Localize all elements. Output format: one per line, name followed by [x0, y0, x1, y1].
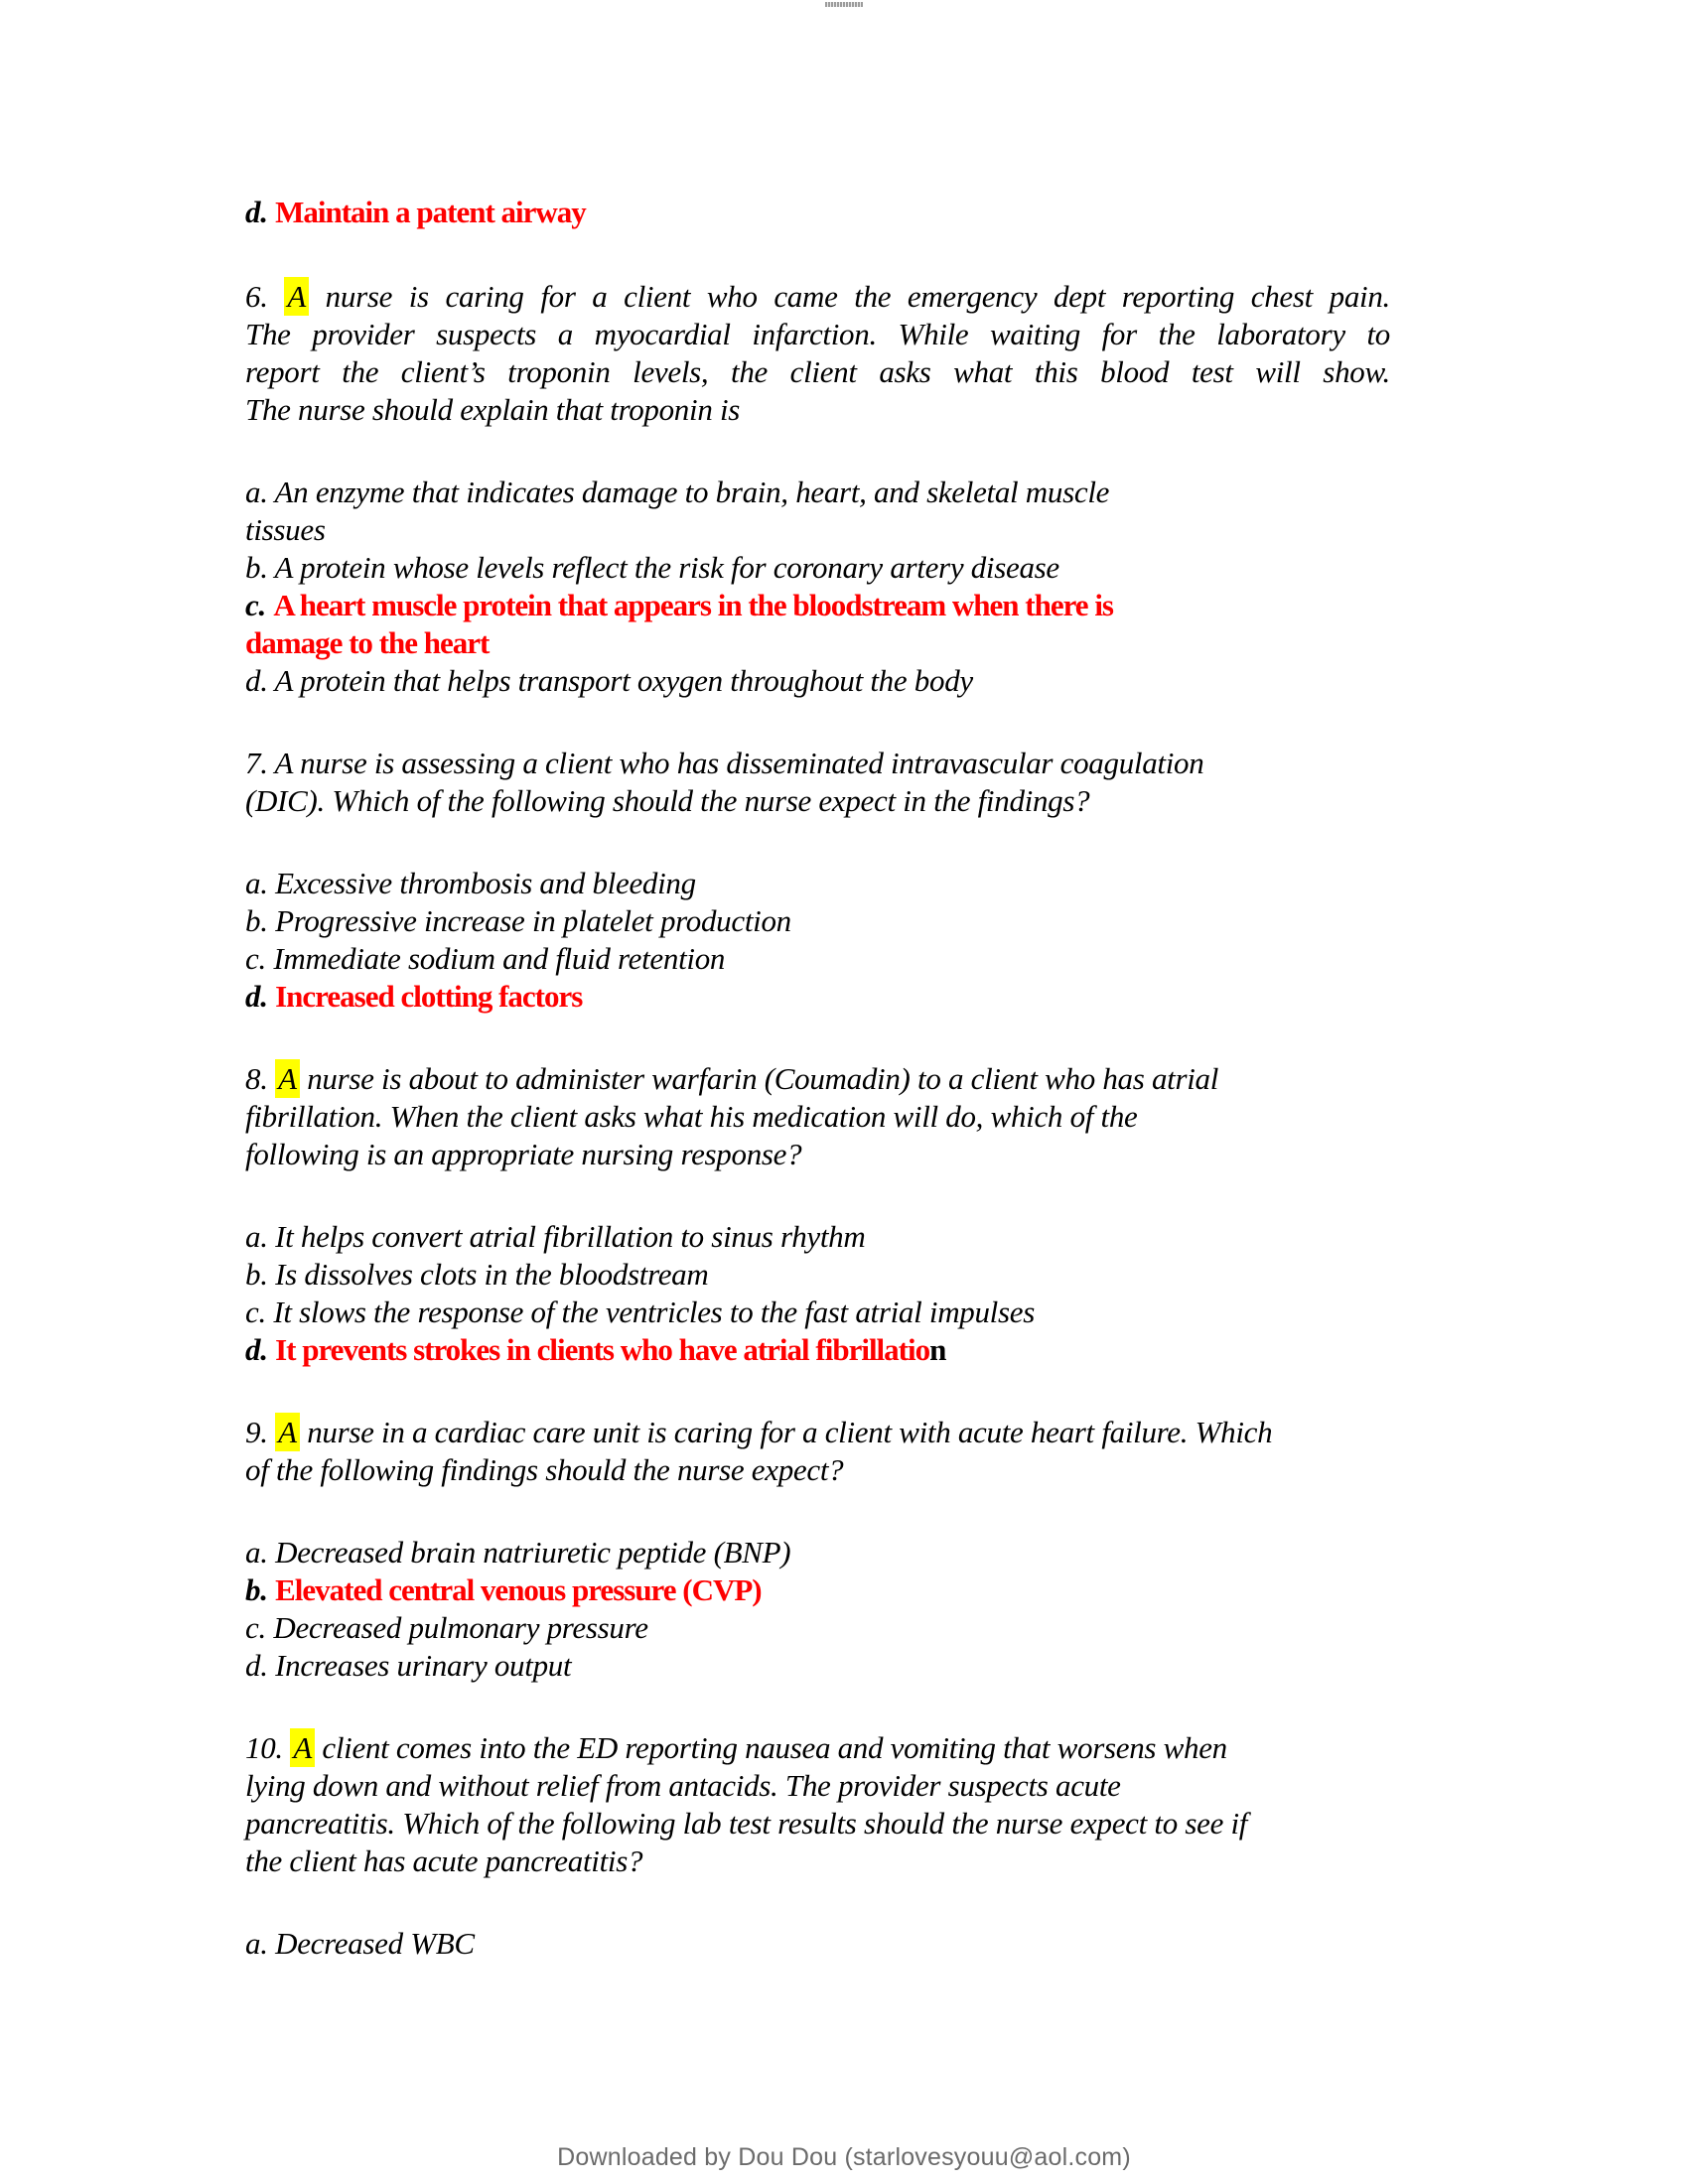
stem-line: [245, 278, 1390, 316]
option-letter: d.: [245, 1648, 268, 1683]
stem-line: The nurse should explain that troponin is: [245, 392, 741, 427]
option-9a: [245, 1534, 1390, 1571]
stem-text: client comes into the ED reporting nausea and vomiting that worsens when: [322, 1730, 1227, 1765]
question-8-options: [245, 1218, 1390, 1369]
option-letter: c.: [245, 1295, 266, 1329]
option-text: Progressive increase in platelet production: [275, 903, 791, 938]
option-6a: [245, 474, 1390, 511]
option-letter: b.: [245, 1572, 268, 1607]
option-text: An enzyme that indicates damage to brain, heart, and skeletal muscle: [274, 475, 1110, 509]
question-8-stem: [245, 1060, 1390, 1173]
stem-text: nurse is caring for a client who came the emergency dept reporting chest pain.: [325, 279, 1390, 314]
stem-line: [245, 745, 1390, 782]
stem-text: nurse in a cardiac care unit is caring for a client with acute heart failure. Which: [307, 1415, 1273, 1449]
question-number: 8.: [245, 1061, 268, 1096]
option-text: Is dissolves clots in the bloodstream: [275, 1257, 709, 1292]
stem-line: lying down and without relief from antacids. The provider suspects acute: [245, 1768, 1121, 1803]
stem-line: The provider suspects a myocardial infarction. While waiting for the laboratory to: [245, 317, 1390, 351]
option-letter: c.: [245, 588, 266, 622]
option-6c-correct-answer: [245, 587, 1390, 624]
option-6d: [245, 662, 1390, 700]
option-9b-correct-answer: [245, 1571, 1390, 1609]
option-text: Increases urinary output: [275, 1648, 572, 1683]
stem-line: [245, 1414, 1390, 1451]
option-text: Decreased WBC: [275, 1926, 475, 1961]
answer-black-tail: n: [929, 1332, 946, 1367]
option-9c: [245, 1609, 1390, 1647]
option-letter: c.: [245, 941, 266, 976]
question-10-stem: [245, 1729, 1390, 1880]
question-6-options: [245, 474, 1390, 700]
answer-text: Maintain a patent airway: [275, 195, 586, 229]
question-9-stem: [245, 1414, 1390, 1489]
option-letter: a.: [245, 475, 268, 509]
question-7-stem: [245, 745, 1390, 820]
option-8c: [245, 1294, 1390, 1331]
option-text: A protein that helps transport oxygen throughout the body: [274, 663, 973, 698]
option-9d: [245, 1647, 1390, 1685]
option-8d-correct-answer: [245, 1331, 1390, 1369]
option-text: A protein whose levels reflect the risk for coronary artery disease: [274, 550, 1059, 585]
option-letter: a.: [245, 1535, 268, 1570]
option-text: Immediate sodium and fluid retention: [273, 941, 726, 976]
option-text: Decreased brain natriuretic peptide (BNP): [275, 1535, 791, 1570]
stem-text: A nurse is assessing a client who has disseminated intravascular coagulation: [274, 746, 1204, 780]
correct-answer-text: It prevents strokes in clients who have atrial fibrillatio: [275, 1332, 930, 1367]
question-number: 9.: [245, 1415, 268, 1449]
answer-banner-line: [245, 194, 1390, 231]
option-letter: a.: [245, 1219, 268, 1254]
question-6-stem: [245, 278, 1390, 429]
option-letter: d.: [245, 979, 268, 1014]
highlighted-letter: A: [275, 1413, 300, 1451]
stem-line: following is an appropriate nursing response?: [245, 1137, 802, 1171]
option-7b: [245, 902, 1390, 940]
highlighted-letter: A: [290, 1728, 315, 1767]
option-letter: b.: [245, 550, 268, 585]
option-10a: [245, 1925, 1390, 1963]
option-letter: a.: [245, 866, 268, 900]
option-7d-correct-answer: [245, 978, 1390, 1016]
option-letter: d.: [245, 663, 268, 698]
answer-letter: d.: [245, 195, 268, 229]
option-letter: b.: [245, 1257, 268, 1292]
option-8a: [245, 1218, 1390, 1256]
question-number: 10.: [245, 1730, 283, 1765]
question-number: 7.: [245, 746, 268, 780]
option-text: Decreased pulmonary pressure: [273, 1610, 648, 1645]
option-letter: d.: [245, 1332, 268, 1367]
stem-line: the client has acute pancreatitis?: [245, 1843, 643, 1878]
question-10-options: [245, 1925, 1390, 1963]
stem-line: [245, 1729, 1390, 1767]
option-text: It helps convert atrial fibrillation to sinus rhythm: [275, 1219, 866, 1254]
stem-line: pancreatitis. Which of the following lab test results should the nurse expect to see if: [245, 1806, 1248, 1841]
stem-text: nurse is about to administer warfarin (Coumadin) to a client who has atrial: [307, 1061, 1219, 1096]
option-text: Excessive thrombosis and bleeding: [275, 866, 696, 900]
option-6c-correct-answer-continued: damage to the heart: [245, 625, 490, 660]
stem-line: (DIC). Which of the following should the nurse expect in the findings?: [245, 783, 1090, 818]
option-8b: [245, 1256, 1390, 1294]
download-watermark-footer: Downloaded by Dou Dou (starlovesyouu@aol.com): [557, 2143, 1131, 2171]
stem-line: fibrillation. When the client asks what his medication will do, which of the: [245, 1099, 1138, 1134]
highlighted-letter: A: [275, 1059, 300, 1098]
answer-banner: [245, 194, 1390, 231]
option-letter: c.: [245, 1610, 266, 1645]
option-7c: [245, 940, 1390, 978]
question-9-options: [245, 1534, 1390, 1685]
option-text: It slows the response of the ventricles to the fast atrial impulses: [273, 1295, 1035, 1329]
stem-line: [245, 1060, 1390, 1098]
question-number: 6.: [245, 279, 268, 314]
correct-answer-text: Elevated central venous pressure (CVP): [275, 1572, 762, 1607]
correct-answer-text: A heart muscle protein that appears in the bloodstream when there is: [273, 588, 1113, 622]
stem-line: of the following findings should the nurse expect?: [245, 1452, 844, 1487]
stem-line: report the client’s troponin levels, the client asks what this blood test will show.: [245, 354, 1390, 389]
option-letter: b.: [245, 903, 268, 938]
correct-answer-text: Increased clotting factors: [275, 979, 583, 1014]
option-letter: a.: [245, 1926, 268, 1961]
option-7a: [245, 865, 1390, 902]
document-body: [245, 194, 1390, 2007]
option-6a-continued: tissues: [245, 512, 326, 547]
option-6b: [245, 549, 1390, 587]
page-top-micro-watermark: [825, 2, 863, 7]
highlighted-letter: A: [284, 277, 309, 316]
question-7-options: [245, 865, 1390, 1016]
